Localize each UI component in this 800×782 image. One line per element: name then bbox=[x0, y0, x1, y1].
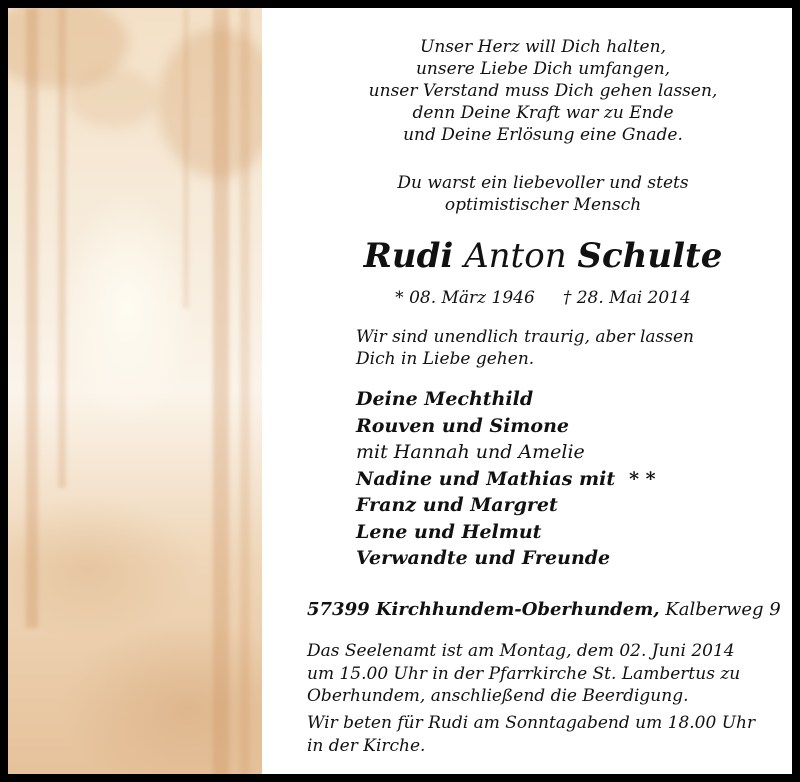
prayer-info bbox=[307, 712, 787, 757]
tribute-text bbox=[308, 172, 778, 216]
tribute-line: Du warst ein liebevoller und stets bbox=[397, 173, 689, 193]
mourner-line: mit Hannah und Amelie bbox=[356, 441, 585, 463]
message-line: Dich in Liebe gehen. bbox=[356, 349, 535, 369]
death-date: † 28. Mai 2014 bbox=[562, 288, 691, 308]
family-address bbox=[307, 598, 781, 622]
mourner-line: Lene und Helmut bbox=[356, 520, 542, 543]
life-dates bbox=[308, 286, 778, 310]
last-name: Schulte bbox=[577, 236, 723, 276]
service-line: Das Seelenamt ist am Montag, dem 02. Juni 2014 bbox=[307, 641, 735, 661]
address-street: Kalberweg 9 bbox=[665, 599, 781, 620]
mourner-name: Nadine und Mathias mit bbox=[356, 467, 616, 490]
poem-line: unsere Liebe Dich umfangen, bbox=[415, 59, 671, 79]
mourners-list bbox=[356, 386, 786, 572]
service-line: Oberhundem, anschließend die Beerdigung. bbox=[307, 686, 689, 706]
poem-line: denn Deine Kraft war zu Ende bbox=[412, 103, 674, 123]
mourner-line bbox=[356, 466, 786, 493]
mourner-line: Franz und Margret bbox=[356, 494, 558, 516]
forest-photo bbox=[8, 8, 262, 774]
poem-line: und Deine Erlösung eine Gnade. bbox=[403, 125, 683, 145]
mourner-line: Verwandte und Freunde bbox=[356, 547, 611, 569]
address-city: 57399 Kirchhundem-Oberhundem, bbox=[307, 599, 660, 620]
prayer-line: in der Kirche. bbox=[307, 735, 426, 756]
first-name: Rudi bbox=[363, 236, 454, 276]
mourner-line: Deine Mechthild bbox=[356, 388, 534, 410]
service-info bbox=[307, 640, 787, 708]
prayer-line: Wir beten für Rudi am Sonntagabend um 18.00 Uhr bbox=[307, 713, 756, 733]
poem-line: unser Verstand muss Dich gehen lassen, bbox=[368, 81, 718, 101]
deceased-name bbox=[308, 236, 778, 276]
mourner-line: Rouven und Simone bbox=[356, 414, 569, 437]
message-line: Wir sind unendlich traurig, aber lassen bbox=[356, 327, 695, 347]
tribute-line: optimistischer Mensch bbox=[444, 195, 642, 215]
birth-date: * 08. März 1946 bbox=[395, 288, 535, 308]
service-line: um 15.00 Uhr in der Pfarrkirche St. Lambertus zu bbox=[307, 663, 741, 684]
unborn-children-stars: * * bbox=[629, 467, 656, 490]
farewell-message bbox=[356, 326, 776, 370]
middle-name: Anton bbox=[464, 236, 567, 276]
poem-line: Unser Herz will Dich halten, bbox=[420, 37, 666, 57]
memorial-poem bbox=[308, 36, 778, 146]
